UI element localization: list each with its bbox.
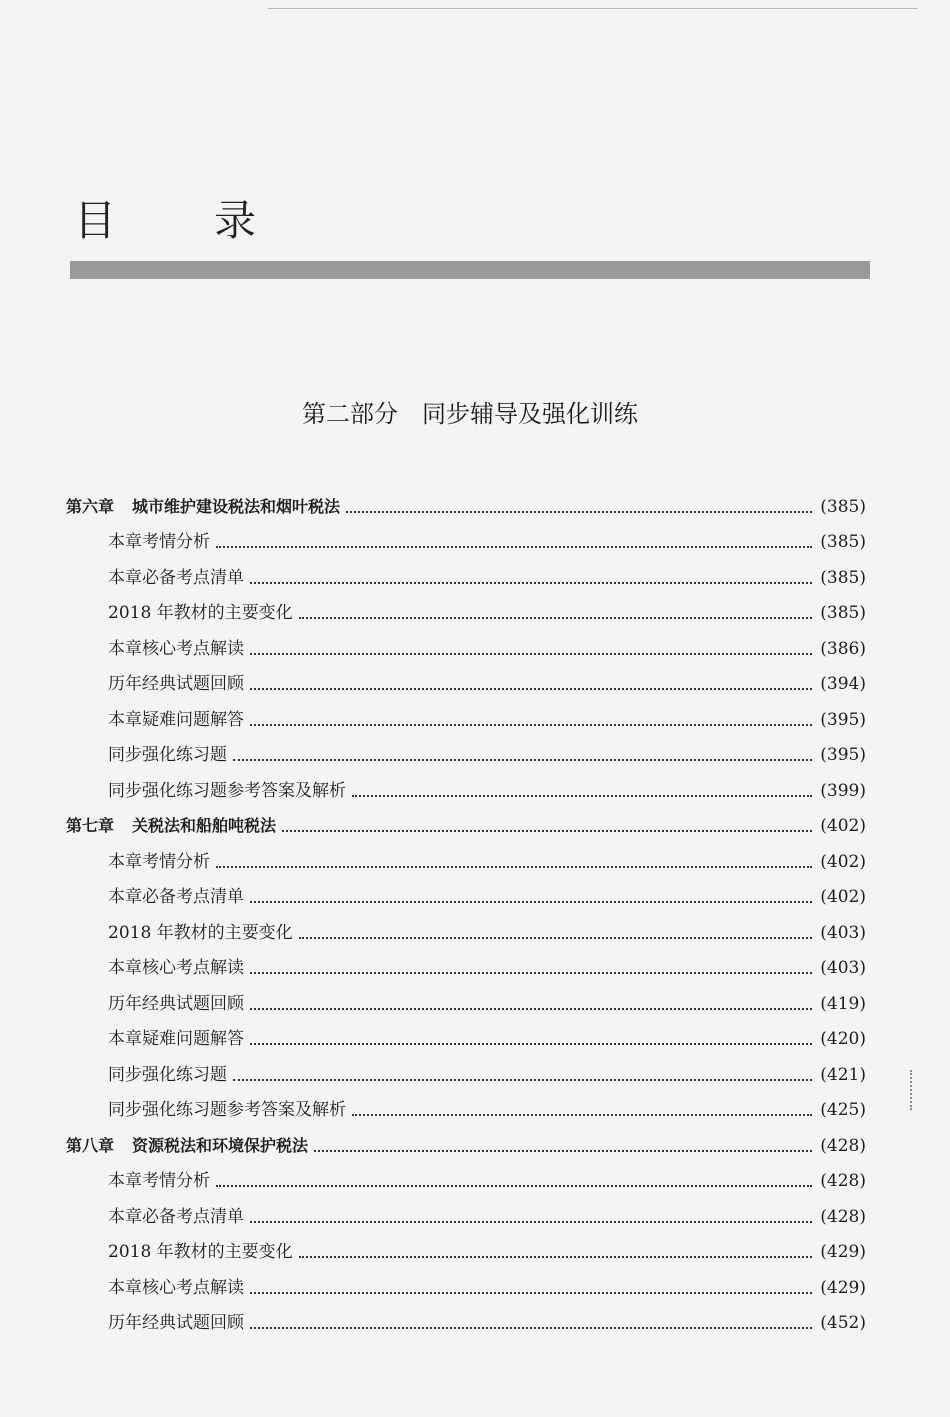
dot-leader [250, 1326, 812, 1329]
dot-leader [216, 1184, 812, 1187]
chapter-number: 第八章 [66, 1135, 115, 1155]
toc-entry-title [108, 1277, 244, 1299]
toc-chapter-entry[interactable] [66, 802, 866, 838]
page-number: (419) [820, 993, 866, 1014]
dot-leader [250, 1220, 812, 1223]
toc-section-entry[interactable] [66, 1263, 866, 1299]
dot-leader [352, 794, 812, 797]
toc-section-entry[interactable] [66, 731, 866, 767]
entry-title-text: 历年经典试题回顾 [108, 993, 244, 1014]
dot-leader [299, 936, 813, 939]
table-of-contents [66, 482, 866, 1334]
toc-section-entry[interactable] [66, 624, 866, 660]
page-number: (385) [820, 567, 866, 588]
toc-chapter-entry[interactable] [66, 482, 866, 518]
toc-entry-title [108, 780, 346, 802]
entry-title-text: 同步强化练习题 [108, 745, 227, 765]
toc-section-entry[interactable] [66, 1228, 866, 1264]
page-number: (399) [820, 780, 866, 801]
dot-leader [299, 616, 813, 619]
page-number: (386) [820, 638, 866, 659]
toc-entry-title [108, 957, 244, 979]
dot-leader [250, 652, 812, 655]
entry-title-text: 本章必备考点清单 [108, 887, 244, 907]
toc-section-entry[interactable] [66, 1015, 866, 1051]
page-number: (403) [820, 922, 866, 943]
entry-title-text: 2018 年教材的主要变化 [108, 603, 293, 623]
toc-entry-title [108, 1206, 244, 1228]
entry-title-text: 本章考情分析 [108, 532, 210, 552]
dot-leader [250, 1042, 812, 1045]
dot-leader [233, 1078, 812, 1081]
page-number: (402) [820, 851, 866, 872]
toc-section-entry[interactable] [66, 1299, 866, 1335]
title-divider-bar [70, 261, 870, 279]
dot-leader [250, 723, 812, 726]
entry-title-text: 本章核心考点解读 [108, 958, 244, 978]
toc-section-entry[interactable] [66, 979, 866, 1015]
dot-leader [216, 865, 812, 868]
toc-entry-title [108, 602, 293, 624]
toc-section-entry[interactable] [66, 837, 866, 873]
entry-title-text: 2018 年教材的主要变化 [108, 1242, 293, 1262]
page-number: (395) [820, 745, 866, 765]
entry-title-text: 本章考情分析 [108, 1171, 210, 1191]
toc-entry-title [108, 851, 210, 873]
page-title: 目 录 [74, 196, 285, 245]
page-number: (403) [820, 958, 866, 978]
chapter-number: 第六章 [66, 496, 115, 516]
page-number: (428) [820, 1171, 866, 1191]
entry-title-text: 本章核心考点解读 [108, 638, 244, 659]
entry-title-text: 历年经典试题回顾 [108, 674, 244, 694]
toc-entry-title [66, 496, 340, 518]
page-number: (395) [820, 709, 866, 730]
toc-entry-title [108, 709, 244, 731]
entry-title-text: 关税法和船舶吨税法 [132, 816, 277, 835]
toc-entry-title [108, 567, 244, 589]
page-number: (425) [820, 1100, 866, 1120]
entry-title-text: 2018 年教材的主要变化 [108, 922, 293, 943]
toc-section-entry[interactable] [66, 518, 866, 554]
page-number: (420) [820, 1029, 866, 1049]
top-rule [268, 0, 918, 9]
dot-leader [282, 829, 812, 832]
toc-entry-title [108, 1028, 244, 1050]
toc-entry-title [108, 1064, 227, 1086]
dot-leader [233, 758, 812, 761]
dot-leader [352, 1113, 812, 1116]
toc-entry-title [108, 922, 293, 944]
page-number: (429) [820, 1277, 866, 1298]
dot-leader [250, 900, 812, 903]
toc-section-entry[interactable] [66, 1157, 866, 1193]
dot-leader [216, 545, 812, 548]
dot-leader [314, 1149, 812, 1152]
toc-entry-title [108, 993, 244, 1015]
toc-entry-title [108, 1170, 210, 1192]
page-number: (385) [820, 496, 866, 517]
toc-chapter-entry[interactable] [66, 1121, 866, 1157]
dot-leader [299, 1255, 813, 1258]
entry-title-text: 本章核心考点解读 [108, 1277, 244, 1298]
toc-section-entry[interactable] [66, 944, 866, 980]
dot-leader [346, 510, 812, 513]
toc-entry-title [108, 886, 244, 908]
toc-section-entry[interactable] [66, 766, 866, 802]
dot-leader [250, 971, 812, 974]
dot-leader [250, 581, 812, 584]
entry-title-text: 城市维护建设税法和烟叶税法 [132, 496, 341, 516]
dot-leader [250, 687, 812, 690]
entry-title-text: 资源税法和环境保护税法 [132, 1135, 309, 1155]
entry-title-text: 本章疑难问题解答 [108, 1029, 244, 1049]
toc-section-entry[interactable] [66, 660, 866, 696]
toc-entry-title [66, 815, 276, 837]
entry-title-text: 本章必备考点清单 [108, 1206, 244, 1227]
dot-leader [250, 1007, 812, 1010]
toc-section-entry[interactable] [66, 553, 866, 589]
entry-title-text: 同步强化练习题参考答案及解析 [108, 780, 346, 801]
toc-section-entry[interactable] [66, 1050, 866, 1086]
scan-edge-mark [910, 1070, 914, 1110]
toc-section-entry[interactable] [66, 908, 866, 944]
page-number: (385) [820, 603, 866, 623]
page-number: (428) [820, 1206, 866, 1227]
toc-section-entry[interactable] [66, 1086, 866, 1122]
page-number: (394) [820, 674, 866, 694]
entry-title-text: 同步强化练习题参考答案及解析 [108, 1100, 346, 1120]
toc-section-entry[interactable] [66, 1192, 866, 1228]
dot-leader [250, 1291, 812, 1294]
entry-title-text: 同步强化练习题 [108, 1064, 227, 1085]
page-number: (428) [820, 1135, 866, 1156]
toc-entry-title [108, 531, 210, 553]
toc-entry-title [108, 1241, 293, 1263]
entry-title-text: 本章必备考点清单 [108, 567, 244, 588]
chapter-number: 第七章 [66, 816, 115, 835]
toc-entry-title [66, 1135, 308, 1157]
toc-entry-title [108, 744, 227, 766]
entry-title-text: 本章考情分析 [108, 851, 210, 872]
entry-title-text: 历年经典试题回顾 [108, 1313, 244, 1333]
toc-section-entry[interactable] [66, 589, 866, 625]
toc-section-entry[interactable] [66, 695, 866, 731]
toc-section-entry[interactable] [66, 873, 866, 909]
page-number: (385) [820, 532, 866, 552]
part-heading: 第二部分 同步辅导及强化训练 [302, 400, 638, 428]
toc-entry-title [108, 638, 244, 660]
page-number: (402) [820, 887, 866, 907]
page-number: (421) [820, 1064, 866, 1085]
page-number: (402) [820, 816, 866, 836]
toc-entry-title [108, 673, 244, 695]
toc-entry-title [108, 1312, 244, 1334]
page-number: (452) [820, 1313, 866, 1333]
page-number: (429) [820, 1242, 866, 1262]
toc-entry-title [108, 1099, 346, 1121]
entry-title-text: 本章疑难问题解答 [108, 709, 244, 730]
